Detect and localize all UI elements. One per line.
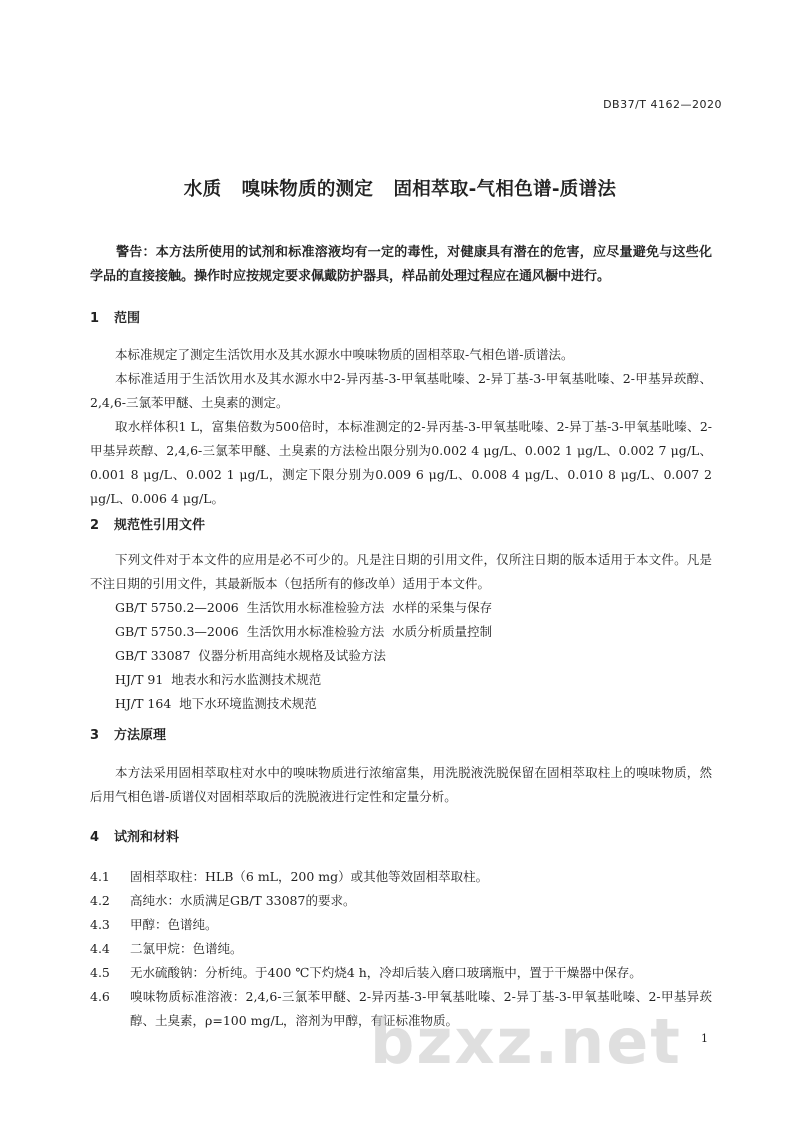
reference-list bbox=[90, 596, 492, 716]
section-3-heading bbox=[90, 724, 166, 743]
reagent-item bbox=[90, 913, 712, 937]
reagent-item bbox=[90, 865, 712, 889]
item-number: 4.4 bbox=[90, 941, 110, 956]
reagent-item bbox=[90, 961, 712, 985]
reagent-item bbox=[90, 889, 712, 913]
reference-item: GB/T 5750.3—2006 生活饮用水标准检验方法 水质分析质量控制 bbox=[115, 624, 493, 639]
section-2-body bbox=[90, 548, 712, 596]
item-number: 4.5 bbox=[90, 965, 110, 980]
item-text: 甲醇：色谱纯。 bbox=[130, 917, 218, 932]
paragraph: 本标准适用于生活饮用水及其水源水中2-异丙基-3-甲氧基吡嗪、2-异丁基-3-甲氧基吡嗪、2-甲基异莰醇、2,4,6-三氯苯甲醚、土臭素的测定。 bbox=[90, 371, 712, 410]
section-4-heading bbox=[90, 826, 179, 845]
paragraph: 下列文件对于本文件的应用是必不可少的。凡是注日期的引用文件，仅所注日期的版本适用于本文件。凡是不注日期的引用文件，其最新版本（包括所有的修改单）适用于本文件。 bbox=[90, 552, 712, 591]
section-number: 2 bbox=[90, 518, 100, 533]
paragraph: 取水样体积1 L，富集倍数为500倍时，本标准测定的2-异丙基-3-甲氧基吡嗪、2-异丁基-3-甲氧基吡嗪、2-甲基异莰醇、2,4,6-三氯苯甲醚、土臭素的方法检出限分别为0.002 4 μg/L、0.002 1 μg/L、0.002 7 μg/L、0.001 8 μg/L、0.002 1 μg/L，测定下限分别为0.009 6 μg/L、0.008 4 μg/L、0.010 8 μg/L、0.007 2 μg/L、0.006 4 μg/L。 bbox=[90, 419, 712, 506]
item-text: 高纯水：水质满足GB/T 33087的要求。 bbox=[130, 893, 356, 908]
warning-paragraph: 警告：本方法所使用的试剂和标准溶液均有一定的毒性，对健康具有潜在的危害，应尽量避免与这些化学品的直接接触。操作时应按规定要求佩戴防护器具，样品前处理过程应在通风橱中进行。 bbox=[90, 245, 712, 284]
item-number: 4.1 bbox=[90, 869, 110, 884]
paragraph: 本标准规定了测定生活饮用水及其水源水中嗅味物质的固相萃取-气相色谱-质谱法。 bbox=[115, 347, 574, 362]
section-1-body bbox=[90, 343, 712, 511]
document-code: DB37/T 4162—2020 bbox=[603, 98, 722, 111]
item-number: 4.2 bbox=[90, 893, 110, 908]
item-text: 嗅味物质标准溶液：2,4,6-三氯苯甲醚、2-异丙基-3-甲氧基吡嗪、2-异丁基-3-甲氧基吡嗪、2-甲基异莰醇、土臭素，ρ=100 mg/L，溶剂为甲醇，有证标准物质。 bbox=[130, 989, 712, 1028]
item-text: 无水硫酸钠：分析纯。于400 ℃下灼烧4 h，冷却后装入磨口玻璃瓶中，置于干燥器中保存。 bbox=[130, 965, 642, 980]
item-number: 4.6 bbox=[90, 989, 110, 1004]
section-title: 规范性引用文件 bbox=[114, 518, 206, 533]
section-number: 3 bbox=[90, 728, 100, 743]
document-title: 水质 嗅味物质的测定 固相萃取-气相色谱-质谱法 bbox=[183, 179, 617, 200]
item-number: 4.3 bbox=[90, 917, 110, 932]
section-title: 范围 bbox=[114, 311, 141, 326]
reference-item: GB/T 33087 仪器分析用高纯水规格及试验方法 bbox=[115, 648, 386, 663]
item-text: 固相萃取柱：HLB（6 mL，200 mg）或其他等效固相萃取柱。 bbox=[130, 869, 489, 884]
section-title: 方法原理 bbox=[114, 728, 167, 743]
item-text: 二氯甲烷：色谱纯。 bbox=[130, 941, 243, 956]
reference-item: GB/T 5750.2—2006 生活饮用水标准检验方法 水样的采集与保存 bbox=[115, 600, 493, 615]
watermark: bzxz.net bbox=[370, 1005, 682, 1078]
reference-item: HJ/T 164 地下水环境监测技术规范 bbox=[115, 696, 317, 711]
section-title: 试剂和材料 bbox=[114, 830, 180, 845]
section-3-body bbox=[90, 761, 712, 809]
section-number: 1 bbox=[90, 311, 100, 326]
section-2-heading bbox=[90, 514, 205, 533]
section-1-heading bbox=[90, 307, 140, 326]
section-number: 4 bbox=[90, 830, 100, 845]
reference-item: HJ/T 91 地表水和污水监测技术规范 bbox=[115, 672, 322, 687]
paragraph: 本方法采用固相萃取柱对水中的嗅味物质进行浓缩富集，用洗脱液洗脱保留在固相萃取柱上的嗅味物质，然后用气相色谱-质谱仪对固相萃取后的洗脱液进行定性和定量分析。 bbox=[90, 765, 712, 804]
page-number: 1 bbox=[701, 1032, 708, 1045]
reagent-item bbox=[90, 937, 712, 961]
